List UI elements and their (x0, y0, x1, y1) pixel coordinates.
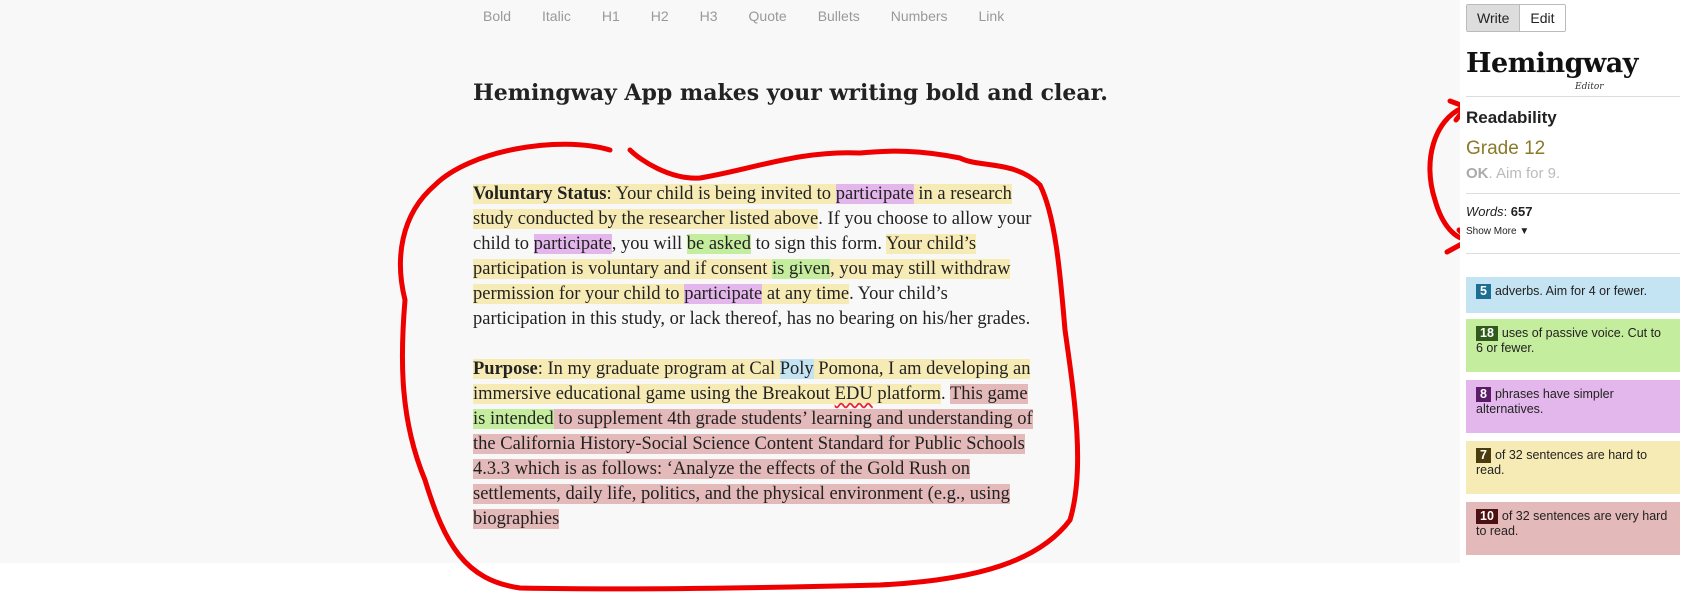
text-run: at any time (762, 284, 850, 304)
document-title[interactable]: Hemingway App makes your writing bold and clear. (473, 80, 1108, 106)
very-hard-sentence (473, 384, 1033, 529)
text-run: , you may still withdraw permission for your child to (473, 259, 1011, 304)
text-run: to supplement 4th grade students’ learning and understanding of the California History-Social Science Content Standard for Public Schools 4.3.3 which is as follows: ‘Analyze the effects of the Gold Rush on settlements, daily life, politics, and the physical environment (e.g., using biographies (473, 409, 1033, 529)
paragraph-heading: Purpose (473, 359, 538, 379)
text-run: in a research study conducted by the researcher listed above (473, 184, 1012, 229)
hemingway-logo: Hemingway (1466, 48, 1638, 79)
divider (1466, 253, 1680, 254)
grade-status: OK (1466, 165, 1489, 182)
passive-text: uses of passive voice. Cut to 6 or fewer. (1476, 326, 1662, 355)
grade-note (1466, 165, 1560, 182)
numbers-button[interactable]: Numbers (890, 8, 948, 24)
quote-button[interactable]: Quote (748, 8, 787, 24)
passive-count: 18 (1476, 326, 1498, 341)
italic-button[interactable]: Italic (542, 8, 571, 24)
passive-phrase: is intended (473, 409, 554, 429)
words-label: Words (1466, 204, 1504, 219)
text-run: . Your child’s participation in this study, or lack thereof, has no bearing on his/her grades. (473, 284, 1031, 329)
show-more-label: Show More (1466, 226, 1517, 237)
text-run: . (941, 384, 950, 404)
text-run: Your child’s participation is voluntary and if consent (473, 234, 977, 279)
simpler-phrase: participate (533, 234, 612, 254)
h2-button[interactable]: H2 (650, 8, 669, 24)
bullets-button[interactable]: Bullets (817, 8, 860, 24)
h3-button[interactable]: H3 (699, 8, 718, 24)
mode-toggle (1466, 4, 1566, 32)
words-separator: : (1503, 204, 1511, 219)
grade-aim: . Aim for 9. (1488, 165, 1561, 182)
adverbs-card[interactable] (1466, 277, 1680, 313)
very-hard-text: of 32 sentences are very hard to read. (1476, 509, 1668, 538)
caret-down-icon: ▼ (1519, 226, 1530, 237)
simpler-alternatives-card[interactable] (1466, 380, 1680, 433)
text-run: Pomona, I am developing an immersive educational game using the Breakout (473, 359, 1031, 404)
words-value: 657 (1510, 204, 1533, 219)
format-toolbar (483, 8, 1035, 24)
simpler-text: phrases have simpler alternatives. (1476, 387, 1614, 416)
edit-mode-button[interactable]: Edit (1519, 5, 1564, 31)
readability-heading: Readability (1466, 108, 1557, 127)
simpler-phrase: participate (684, 284, 763, 304)
text-run: : Your child is being invited to (606, 184, 836, 204)
very-hard-sentences-card[interactable] (1466, 502, 1680, 555)
adverb-word: Poly (779, 359, 814, 379)
paragraph-purpose[interactable] (473, 357, 1043, 532)
adverbs-text: adverbs. Aim for 4 or fewer. (1494, 284, 1648, 298)
adverbs-count: 5 (1476, 284, 1491, 299)
text-run: This game (949, 384, 1028, 404)
divider (1466, 193, 1680, 194)
link-button[interactable]: Link (978, 8, 1005, 24)
paragraph-voluntary-status[interactable] (473, 182, 1043, 332)
simpler-count: 8 (1476, 387, 1491, 402)
passive-phrase: be asked (686, 234, 751, 254)
divider (1466, 96, 1680, 97)
word-count (1466, 204, 1533, 219)
text-run: platform (872, 384, 942, 404)
text-run: to sign this form. (750, 234, 886, 254)
paragraph-heading: Voluntary Status (473, 184, 607, 204)
grade-level: Grade 12 (1466, 138, 1546, 159)
logo-subtitle: Editor (1575, 82, 1604, 92)
h1-button[interactable]: H1 (601, 8, 620, 24)
hard-count: 7 (1476, 448, 1491, 463)
text-run: : In my graduate program at Cal (537, 359, 780, 379)
very-hard-count: 10 (1476, 509, 1498, 524)
text-run: , you will (611, 234, 687, 254)
passive-phrase: is given (772, 259, 831, 279)
document-body[interactable] (473, 182, 1043, 557)
passive-voice-card[interactable] (1466, 319, 1680, 372)
bold-button[interactable]: Bold (483, 8, 512, 24)
sidebar (1460, 0, 1699, 593)
text-run: . If you choose to allow your child to (473, 209, 1032, 254)
show-more-toggle[interactable] (1466, 226, 1529, 237)
simpler-phrase: participate (835, 184, 914, 204)
hard-sentences-card[interactable] (1466, 441, 1680, 494)
hard-text: of 32 sentences are hard to read. (1476, 448, 1648, 477)
write-mode-button[interactable]: Write (1467, 5, 1519, 31)
spelling-flag: EDU (834, 384, 873, 404)
